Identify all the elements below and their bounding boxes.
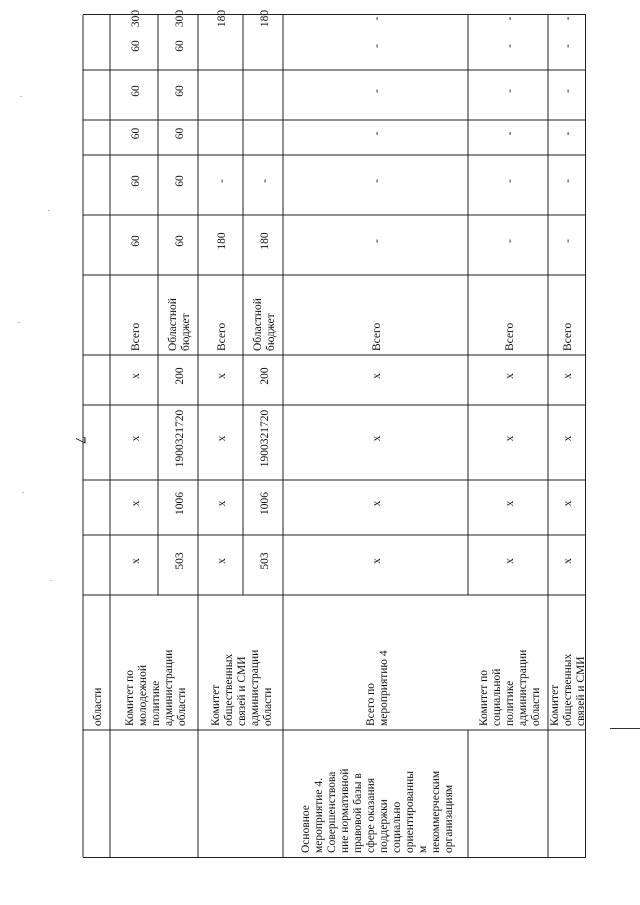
code-cell: х (562, 435, 574, 442)
value-cell: 60 (129, 175, 142, 187)
code-cell: 503 (258, 552, 271, 570)
code-cell: 1900321720 (258, 409, 271, 468)
value-cell: - (562, 179, 574, 183)
code-cell: х (371, 558, 383, 564)
code-cell: 200 (173, 367, 186, 385)
value-cell: 60 (129, 235, 142, 247)
value-cell: - (371, 16, 383, 21)
code-cell: х (129, 558, 142, 564)
funding-source-cell: Всего (503, 322, 516, 351)
code-cell: х (562, 500, 574, 507)
value-cell: - (216, 179, 228, 183)
value-cell: 60 (173, 175, 186, 187)
funding-source-cell: Областной бюджет (167, 298, 192, 351)
value-cell: - (371, 239, 383, 243)
funding-source-cell: Всего (371, 322, 383, 351)
scan-speck (20, 96, 22, 97)
row-executor-cell: Комитет общественных связей и СМИ (549, 653, 587, 726)
value-cell: - (562, 239, 574, 243)
code-cell: х (503, 500, 516, 507)
code-cell: х (216, 373, 228, 379)
value-cell: - (562, 16, 574, 21)
row-executor-cell: Комитет по социальной политике администрации области (477, 649, 542, 726)
code-cell: х (371, 373, 383, 379)
value-cell: 60 (173, 85, 186, 97)
value-cell: - (562, 44, 574, 48)
value-cell: - (503, 179, 516, 183)
value-cell: - (258, 179, 271, 183)
page-number: 7 (72, 436, 88, 444)
funding-source-cell: Всего (216, 322, 228, 351)
code-cell: 1900321720 (173, 409, 186, 468)
value-cell: - (503, 239, 516, 243)
value-cell: - (503, 44, 516, 48)
value-cell: - (503, 16, 516, 21)
scan-speck (18, 322, 20, 323)
value-cell: - (371, 131, 383, 136)
value-cell: 300 (129, 9, 142, 28)
row-executor-cell: Всего по мероприятию 4 (364, 650, 390, 726)
code-cell: х (562, 373, 574, 379)
code-cell: х (503, 558, 516, 564)
row-executor-cell: Комитет по молодежной политике администрации области (123, 649, 188, 726)
value-cell: - (371, 89, 383, 93)
value-cell: - (503, 89, 516, 93)
scan-speck (22, 492, 24, 493)
value-cell: 180 (216, 232, 228, 250)
funding-source-cell: Областной бюджет (252, 298, 277, 351)
code-cell: 1006 (173, 492, 186, 515)
value-cell: - (503, 131, 516, 136)
row-subject-cell: Основное мероприятие 4. Совершенствова ние нормативной правовой базы в сфере оказания поддержки социально ориентированны м некоммерческим организациям (299, 768, 455, 853)
code-cell: х (503, 435, 516, 442)
code-cell: х (216, 558, 228, 564)
value-cell: 60 (129, 127, 142, 140)
code-cell: х (371, 500, 383, 507)
value-cell: 60 (173, 40, 186, 52)
table-top-label: области (92, 687, 104, 726)
value-cell: - (562, 131, 574, 136)
code-cell: х (503, 373, 516, 379)
code-cell: х (129, 373, 142, 379)
budget-table (83, 9, 587, 858)
value-cell: - (562, 89, 574, 93)
value-cell: - (371, 44, 383, 48)
code-cell: х (216, 500, 228, 507)
value-cell: 60 (173, 235, 186, 247)
code-cell: х (129, 500, 142, 507)
value-cell: 60 (173, 127, 186, 140)
code-cell: 503 (173, 552, 186, 570)
code-cell: 200 (258, 367, 271, 385)
value-cell: 180 (258, 232, 271, 250)
value-cell: 180 (258, 9, 271, 28)
scan-speck (48, 210, 50, 211)
row-executor-cell: Комитет общественных связей и СМИ администрации области (210, 649, 274, 726)
value-cell: 180 (216, 9, 228, 28)
value-cell: 300 (173, 9, 186, 28)
code-cell: х (371, 435, 383, 442)
value-cell: - (371, 179, 383, 183)
margin-pen-mark (610, 728, 640, 729)
value-cell: 60 (129, 40, 142, 52)
value-cell: 60 (129, 85, 142, 97)
code-cell: 1006 (258, 492, 271, 515)
code-cell: х (216, 435, 228, 442)
funding-source-cell: Всего (129, 322, 142, 351)
funding-source-cell: Всего (562, 322, 574, 351)
scan-speck (50, 580, 52, 581)
code-cell: х (562, 558, 574, 564)
code-cell: х (129, 435, 142, 442)
